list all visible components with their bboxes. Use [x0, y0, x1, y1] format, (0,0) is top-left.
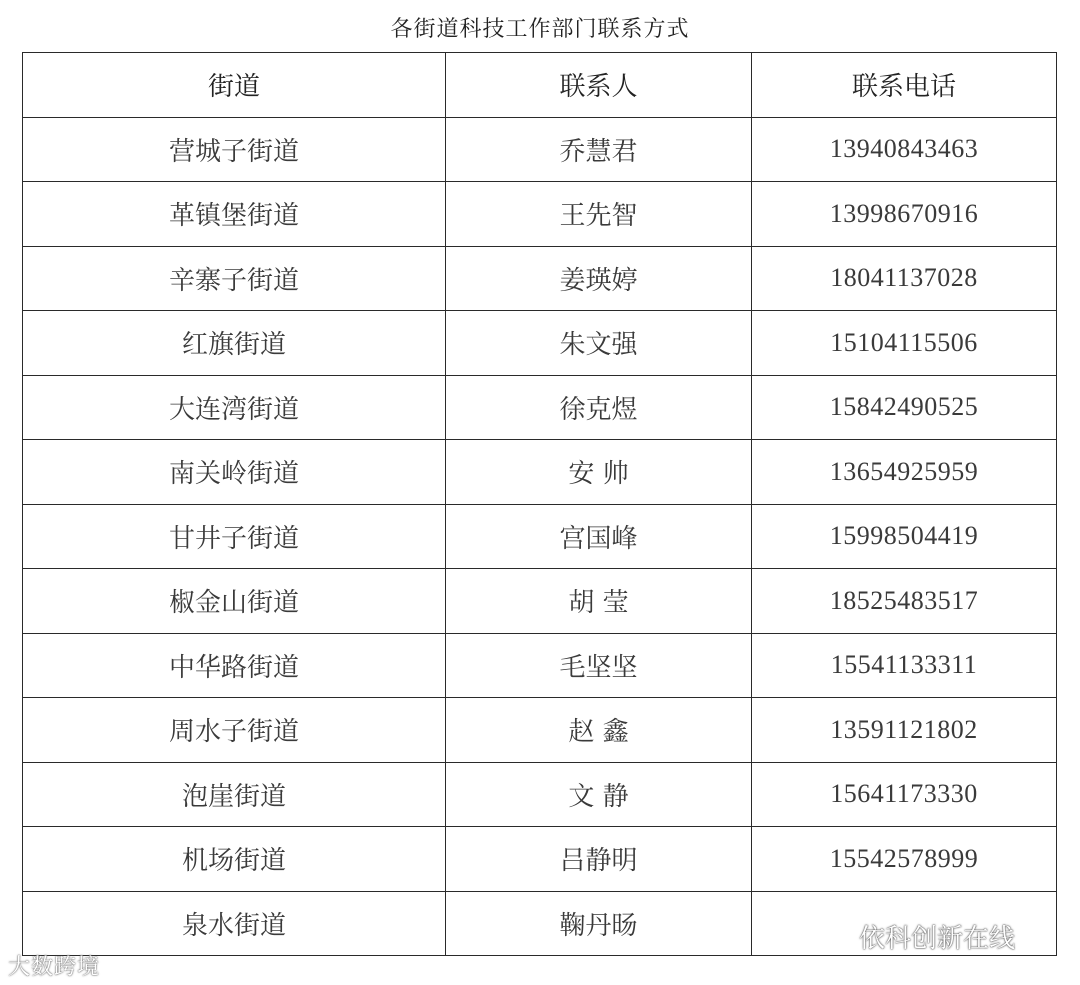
table-row: [23, 827, 1057, 892]
contact-cell: 胡 莹: [446, 569, 752, 634]
street-cell: 周水子街道: [23, 698, 446, 763]
phone-cell: 15998504419: [752, 504, 1057, 569]
table-row: [23, 504, 1057, 569]
street-cell: 泡崖街道: [23, 762, 446, 827]
contact-cell: 王先智: [446, 182, 752, 247]
contact-cell: 朱文强: [446, 311, 752, 376]
phone-cell: 13654925959: [752, 440, 1057, 505]
table-row: [23, 117, 1057, 182]
table-header-row: [23, 53, 1057, 118]
street-cell: 泉水街道: [23, 891, 446, 956]
street-cell: 辛寨子街道: [23, 246, 446, 311]
header-contact: 联系人: [446, 53, 752, 118]
watermark-left: 大数跨境: [8, 955, 101, 980]
contact-cell: 宫国峰: [446, 504, 752, 569]
contact-cell: 安 帅: [446, 440, 752, 505]
contacts-table: [22, 52, 1057, 956]
table-row: [23, 440, 1057, 505]
contact-cell: 姜瑛婷: [446, 246, 752, 311]
table-row: [23, 311, 1057, 376]
street-cell: 红旗街道: [23, 311, 446, 376]
table-row: [23, 246, 1057, 311]
page-title: 各街道科技工作部门联系方式: [390, 17, 690, 42]
phone-cell: 13998670916: [752, 182, 1057, 247]
street-cell: 椒金山街道: [23, 569, 446, 634]
wechat-icon: [825, 920, 859, 953]
phone-cell: 15541133311: [752, 633, 1057, 698]
phone-cell: 13940843463: [752, 117, 1057, 182]
table-row: [23, 182, 1057, 247]
contact-cell: 徐克煜: [446, 375, 752, 440]
contact-cell: 吕静明: [446, 827, 752, 892]
contact-cell: 鞠丹旸: [446, 891, 752, 956]
contact-cell: 乔慧君: [446, 117, 752, 182]
phone-cell: 15542578999: [752, 827, 1057, 892]
phone-cell: 15104115506: [752, 311, 1057, 376]
street-cell: 革镇堡街道: [23, 182, 446, 247]
phone-cell: 15641173330: [752, 762, 1057, 827]
phone-cell: 18525483517: [752, 569, 1057, 634]
header-street: 街道: [23, 53, 446, 118]
phone-cell: 13591121802: [752, 698, 1057, 763]
phone-cell: 15842490525: [752, 375, 1057, 440]
street-cell: 大连湾街道: [23, 375, 446, 440]
table-row: [23, 569, 1057, 634]
table-row: [23, 633, 1057, 698]
table-row: [23, 375, 1057, 440]
contact-cell: 毛坚坚: [446, 633, 752, 698]
street-cell: 南关岭街道: [23, 440, 446, 505]
header-phone: 联系电话: [752, 53, 1057, 118]
contact-cell: 赵 鑫: [446, 698, 752, 763]
street-cell: 甘井子街道: [23, 504, 446, 569]
phone-cell: 18041137028: [752, 246, 1057, 311]
street-cell: 营城子街道: [23, 117, 446, 182]
watermark-right: [825, 918, 1015, 955]
table-row: [23, 762, 1057, 827]
contact-cell: 文 静: [446, 762, 752, 827]
street-cell: 中华路街道: [23, 633, 446, 698]
table-row: [23, 698, 1057, 763]
street-cell: 机场街道: [23, 827, 446, 892]
watermark-right-text: 依科创新在线: [859, 924, 1016, 954]
